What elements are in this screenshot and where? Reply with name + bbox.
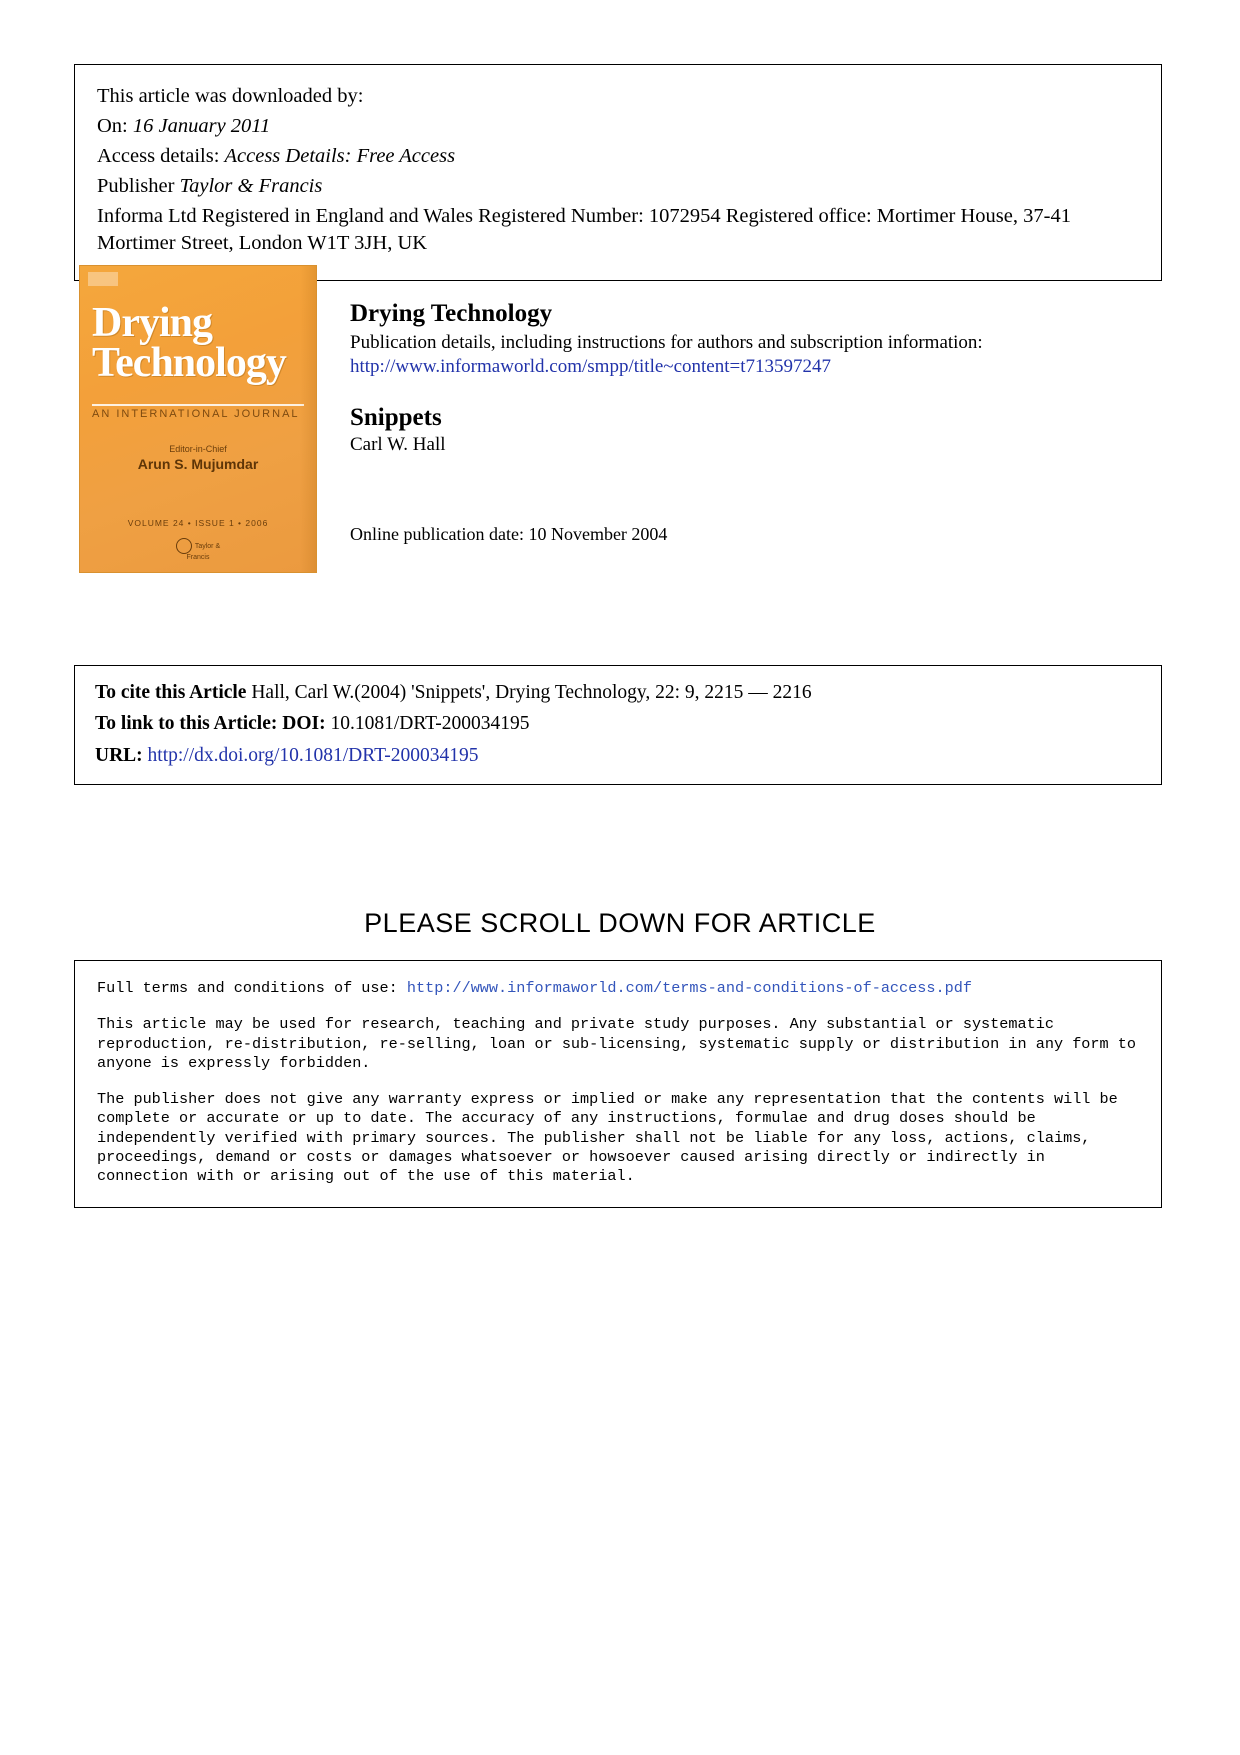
access-label: Access details:	[97, 145, 220, 168]
cite-value: Hall, Carl W.(2004) 'Snippets', Drying Technology, 22: 9, 2215 — 2216	[251, 682, 812, 703]
cover-title-line2: Technology	[92, 339, 286, 386]
terms-heading	[97, 979, 1139, 998]
publisher-value: Taylor & Francis	[179, 175, 323, 198]
article-title: Snippets	[350, 404, 442, 431]
journal-url-link[interactable]: http://www.informaworld.com/smpp/title~content=t713597247	[350, 356, 831, 377]
cover-spine-shadow	[300, 266, 316, 572]
citation-box	[74, 665, 1162, 785]
journal-cover-image	[79, 265, 317, 573]
cover-divider	[92, 404, 304, 406]
cite-article-line	[95, 680, 1141, 705]
article-author: Carl W. Hall	[350, 434, 446, 455]
doi-url-link[interactable]: http://dx.doi.org/10.1081/DRT-200034195	[147, 744, 479, 766]
journal-info-block	[350, 300, 1110, 545]
doi-line	[95, 711, 1141, 736]
cover-title-line1: Drying	[92, 300, 212, 346]
doi-label: To link to this Article: DOI:	[95, 713, 326, 735]
registration-line: Informa Ltd Registered in England and Wales Registered Number: 1072954 Registered office: Mortimer House, 37-41 Mortimer Street, London W1T 3JH, UK	[97, 205, 1071, 255]
terms-and-conditions-box	[74, 960, 1162, 1208]
scroll-down-notice: PLEASE SCROLL DOWN FOR ARTICLE	[364, 908, 876, 938]
publisher-label: Publisher	[97, 175, 175, 198]
downloaded-by-line: This article was downloaded by:	[97, 85, 364, 107]
taylor-francis-logo	[166, 538, 230, 561]
cover-top-bar	[88, 272, 118, 286]
online-publication-date: Online publication date: 10 November 2004	[350, 524, 668, 544]
tf-circle-icon	[176, 538, 192, 554]
doi-value: 10.1081/DRT-200034195	[330, 713, 530, 735]
journal-title: Drying Technology	[350, 300, 553, 327]
cover-editor-name: Arun S. Mujumdar	[137, 456, 259, 472]
cover-volume-line: VOLUME 24 • ISSUE 1 • 2006	[127, 518, 269, 528]
url-line	[95, 743, 1141, 768]
cite-label: To cite this Article	[95, 682, 247, 703]
access-value: Access Details: Free Access	[224, 145, 456, 168]
journal-details: Publication details, including instructions for authors and subscription information:	[350, 332, 983, 353]
terms-heading-label: Full terms and conditions of use:	[97, 979, 398, 997]
url-label: URL:	[95, 744, 143, 766]
download-date-line	[97, 113, 1139, 140]
cover-title	[92, 300, 312, 386]
on-value: 16 January 2011	[132, 115, 271, 138]
cover-subtitle: AN INTERNATIONAL JOURNAL	[92, 408, 300, 420]
download-info-box	[74, 64, 1162, 281]
publisher-line	[97, 173, 1139, 200]
terms-paragraph-2: The publisher does not give any warranty express or implied or make any representation that the contents will be complete or accurate or up to date. The accuracy of any instructions, formulae and drug doses should be independently verified with primary sources. The publisher shall not be liable for any loss, actions, claims, proceedings, demand or costs or damages whatsoever or howsoever caused arising directly or indirectly in connection with or arising out of the use of this material.	[97, 1090, 1118, 1186]
terms-url-link[interactable]: http://www.informaworld.com/terms-and-conditions-of-access.pdf	[406, 979, 972, 997]
on-label: On:	[97, 115, 128, 138]
cover-logo-text: Taylor & Francis	[186, 542, 221, 561]
cover-editor-label: Editor-in-Chief	[169, 444, 227, 454]
access-details-line	[97, 143, 1139, 170]
terms-paragraph-1: This article may be used for research, teaching and private study purposes. Any substantial or systematic reproduction, re-distribution, re-selling, loan or sub-licensing, systematic supply or distribution in any form to anyone is expressly forbidden.	[97, 1015, 1136, 1072]
